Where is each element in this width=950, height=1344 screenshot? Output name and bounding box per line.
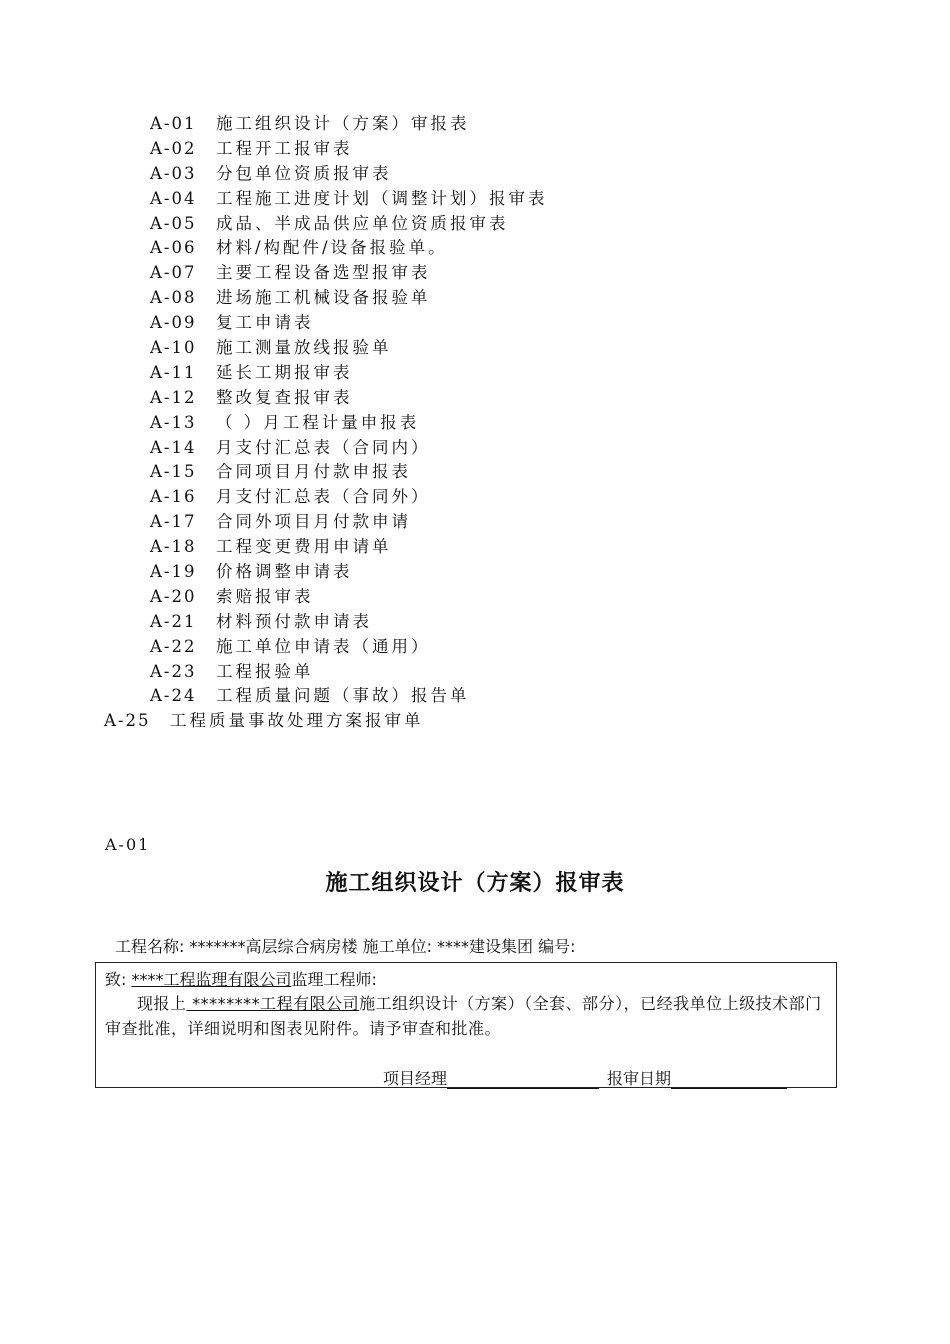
toc-title: 价格调整申请表	[216, 562, 353, 582]
toc-title: 索赔报审表	[216, 586, 314, 606]
table-of-contents	[104, 112, 548, 734]
toc-item	[150, 585, 548, 610]
toc-title: 分包单位资质报审表	[216, 163, 392, 183]
toc-item	[150, 436, 548, 461]
toc-code: A-02	[150, 138, 197, 158]
toc-item	[150, 361, 548, 386]
toc-code: A-13	[150, 412, 197, 432]
toc-item	[150, 261, 548, 286]
toc-item	[150, 460, 548, 485]
toc-code: A-10	[150, 338, 197, 358]
toc-code: A-20	[150, 586, 197, 606]
toc-code: A-04	[150, 188, 197, 208]
toc-code: A-08	[150, 288, 197, 308]
toc-title: 材料预付款申请表	[216, 611, 372, 631]
addressee-line	[105, 967, 377, 990]
toc-code: A-17	[150, 512, 197, 532]
addressee-prefix: 致:	[105, 970, 132, 989]
toc-code: A-24	[150, 686, 197, 706]
toc-title: 成品、半成品供应单位资质报审表	[216, 213, 509, 233]
toc-code: A-07	[150, 263, 197, 283]
submission-prefix: 现报上	[137, 994, 187, 1013]
toc-code: A-01	[150, 114, 197, 133]
toc-code: A-23	[150, 661, 197, 681]
toc-item	[150, 610, 548, 635]
toc-code: A-12	[150, 387, 197, 407]
form-box	[95, 962, 837, 1088]
toc-title: 工程开工报审表	[216, 138, 353, 158]
toc-item	[150, 137, 548, 162]
toc-item	[104, 709, 548, 734]
toc-title: 施工测量放线报验单	[216, 338, 392, 358]
toc-title: 月支付汇总表（合同外）	[216, 487, 431, 507]
manager-label: 项目经理	[383, 1069, 448, 1088]
toc-item	[150, 684, 548, 709]
project-info-line: 工程名称: *******高层综合病房楼 施工单位: ****建设集团 编号:	[115, 937, 576, 956]
toc-code: A-22	[150, 636, 197, 656]
toc-title: 工程变更费用申请单	[216, 537, 392, 557]
toc-title: 工程报验单	[216, 661, 314, 681]
toc-code: A-21	[150, 611, 197, 631]
toc-code: A-03	[150, 163, 197, 183]
toc-item	[150, 386, 548, 411]
toc-code: A-14	[150, 437, 197, 457]
form-title: 施工组织设计（方案）报审表	[325, 871, 625, 896]
toc-title: 进场施工机械设备报验单	[216, 288, 431, 308]
toc-title: 主要工程设备选型报审表	[216, 263, 431, 283]
toc-item	[150, 510, 548, 535]
toc-title: 材料/构配件/设备报验单。	[216, 238, 448, 258]
toc-item	[150, 112, 548, 137]
contractor-company: ********工程有限公司	[186, 994, 360, 1013]
submission-body: 施工组织设计（方案）（全套、部分），已经我单位上级技术部门审查批准，详细说明和图表见附件。请予审查和批准。	[105, 994, 822, 1038]
manager-signature-blank[interactable]	[447, 1072, 599, 1089]
toc-item	[150, 411, 548, 436]
toc-title: 工程质量问题（事故）报告单	[216, 686, 470, 706]
toc-title: 工程质量事故处理方案报审单	[170, 711, 424, 731]
toc-code: A-18	[150, 537, 197, 557]
toc-title: 合同项目月付款申报表	[216, 462, 411, 482]
toc-item	[150, 236, 548, 261]
toc-item	[150, 660, 548, 685]
toc-title: 施工单位申请表（通用）	[216, 636, 431, 656]
toc-title: 整改复查报审表	[216, 387, 353, 407]
toc-item	[150, 535, 548, 560]
toc-code: A-05	[150, 213, 197, 233]
toc-title: 合同外项目月付款申请	[216, 512, 411, 532]
toc-title: 工程施工进度计划（调整计划）报审表	[216, 188, 548, 208]
toc-code: A-25	[104, 711, 151, 731]
submission-text	[105, 991, 827, 1041]
toc-item	[150, 336, 548, 361]
toc-item	[150, 162, 548, 187]
toc-item	[150, 212, 548, 237]
form-code: A-01	[105, 835, 151, 854]
toc-title: （ ）月工程计量申报表	[216, 412, 420, 432]
signature-line	[383, 1066, 787, 1089]
date-blank[interactable]	[671, 1072, 787, 1089]
date-label: 报审日期	[607, 1069, 672, 1088]
toc-code: A-11	[150, 362, 197, 382]
toc-item	[150, 560, 548, 585]
toc-title: 复工申请表	[216, 313, 314, 333]
toc-code: A-16	[150, 487, 197, 507]
toc-code: A-09	[150, 313, 197, 333]
toc-item	[150, 635, 548, 660]
toc-code: A-06	[150, 238, 197, 258]
toc-item	[150, 187, 548, 212]
addressee-suffix: 监理工程师:	[291, 970, 377, 989]
toc-item	[150, 286, 548, 311]
toc-item	[150, 311, 548, 336]
toc-title: 延长工期报审表	[216, 362, 353, 382]
toc-item	[150, 485, 548, 510]
supervision-company: ****工程监理有限公司	[131, 970, 292, 989]
toc-title: 月支付汇总表（合同内）	[216, 437, 431, 457]
toc-title: 施工组织设计（方案）审报表	[216, 114, 470, 133]
toc-code: A-19	[150, 562, 197, 582]
toc-code: A-15	[150, 462, 197, 482]
